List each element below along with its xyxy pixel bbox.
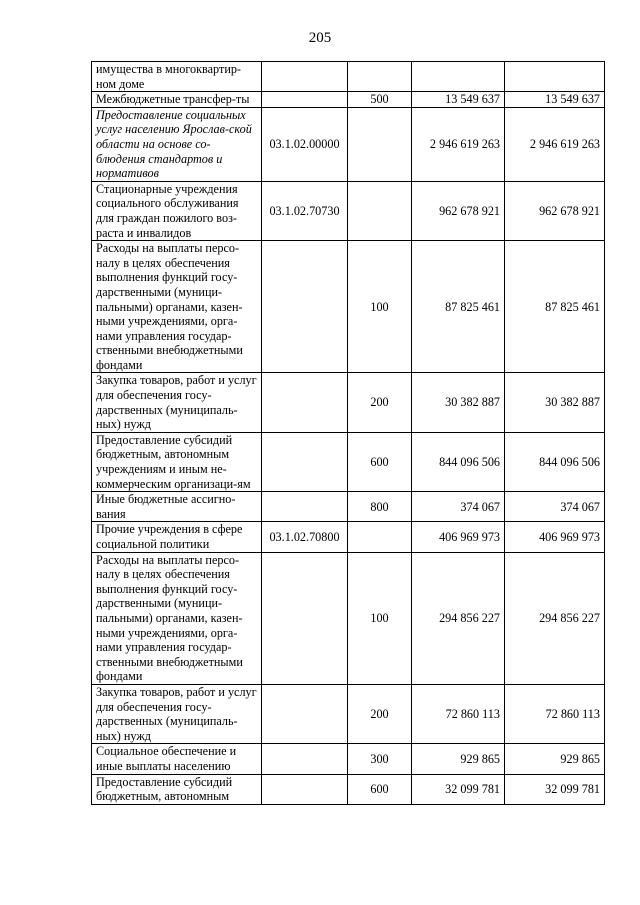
row-name-cell: имущества в многоквартир-ном доме [92, 62, 262, 92]
row-name-cell: Предоставление субсидий бюджетным, автономным учреждениям и иным не-коммерческим организаци-ям [92, 432, 262, 491]
row-code-cell [262, 552, 348, 684]
table-row [92, 492, 605, 522]
row-expense-type-cell: 200 [348, 373, 412, 432]
row-name-cell: Закупка товаров, работ и услуг для обеспечения госу-дарственных (муниципаль-ных) нужд [92, 373, 262, 432]
row-code-cell [262, 92, 348, 108]
row-amount-1-cell: 32 099 781 [412, 774, 505, 804]
row-expense-type-cell: 800 [348, 492, 412, 522]
row-amount-2-cell [505, 62, 605, 92]
row-code-cell: 03.1.02.00000 [262, 107, 348, 181]
row-name-cell: Стационарные учреждения социального обслуживания для граждан пожилого воз-раста и инвалидов [92, 181, 262, 240]
row-code-cell [262, 241, 348, 373]
table-row [92, 552, 605, 684]
row-expense-type-cell: 100 [348, 241, 412, 373]
row-code-cell: 03.1.02.70730 [262, 181, 348, 240]
row-expense-type-cell [348, 107, 412, 181]
table-row [92, 432, 605, 491]
row-expense-type-cell: 300 [348, 744, 412, 774]
row-expense-type-cell [348, 181, 412, 240]
row-amount-1-cell [412, 62, 505, 92]
table-row [92, 241, 605, 373]
row-expense-type-cell: 200 [348, 684, 412, 743]
row-name-cell: Межбюджетные трансфер-ты [92, 92, 262, 108]
row-amount-2-cell: 374 067 [505, 492, 605, 522]
row-code-cell: 03.1.02.70800 [262, 522, 348, 552]
row-code-cell [262, 373, 348, 432]
row-amount-1-cell: 2 946 619 263 [412, 107, 505, 181]
row-amount-1-cell: 294 856 227 [412, 552, 505, 684]
row-code-cell [262, 62, 348, 92]
table-row [92, 744, 605, 774]
page-number: 205 [308, 30, 332, 46]
row-amount-1-cell: 962 678 921 [412, 181, 505, 240]
row-name-cell: Предоставление социальных услуг населению Ярослав-ской области на основе со-блюдения стандартов и нормативов [92, 107, 262, 181]
row-expense-type-cell: 600 [348, 774, 412, 804]
row-amount-2-cell: 72 860 113 [505, 684, 605, 743]
row-name-cell: Социальное обеспечение и иные выплаты населению [92, 744, 262, 774]
row-expense-type-cell: 100 [348, 552, 412, 684]
row-code-cell [262, 774, 348, 804]
table-row [92, 181, 605, 240]
row-amount-2-cell: 294 856 227 [505, 552, 605, 684]
table-row [92, 774, 605, 804]
row-code-cell [262, 684, 348, 743]
row-amount-1-cell: 374 067 [412, 492, 505, 522]
budget-table-body [92, 62, 605, 805]
table-row [92, 522, 605, 552]
row-amount-2-cell: 30 382 887 [505, 373, 605, 432]
row-expense-type-cell: 600 [348, 432, 412, 491]
row-expense-type-cell: 500 [348, 92, 412, 108]
row-name-cell: Предоставление субсидий бюджетным, автономным [92, 774, 262, 804]
table-row [92, 684, 605, 743]
row-name-cell: Расходы на выплаты персо-налу в целях обеспечения выполнения функций госу-дарственными (муници-пальными) органами, казен-ными учреждениями, орга-нами управления государ-ственными внебюджетными фондами [92, 552, 262, 684]
row-amount-1-cell: 406 969 973 [412, 522, 505, 552]
row-amount-2-cell: 844 096 506 [505, 432, 605, 491]
row-amount-1-cell: 87 825 461 [412, 241, 505, 373]
row-expense-type-cell [348, 522, 412, 552]
row-expense-type-cell [348, 62, 412, 92]
row-name-cell: Иные бюджетные ассигно-вания [92, 492, 262, 522]
table-row [92, 62, 605, 92]
row-amount-1-cell: 72 860 113 [412, 684, 505, 743]
row-amount-2-cell: 32 099 781 [505, 774, 605, 804]
row-amount-1-cell: 844 096 506 [412, 432, 505, 491]
row-amount-1-cell: 13 549 637 [412, 92, 505, 108]
row-name-cell: Прочие учреждения в сфере социальной политики [92, 522, 262, 552]
row-code-cell [262, 744, 348, 774]
table-row [92, 373, 605, 432]
row-amount-2-cell: 962 678 921 [505, 181, 605, 240]
row-code-cell [262, 492, 348, 522]
budget-table [91, 61, 605, 805]
row-amount-2-cell: 929 865 [505, 744, 605, 774]
row-amount-2-cell: 2 946 619 263 [505, 107, 605, 181]
row-amount-2-cell: 87 825 461 [505, 241, 605, 373]
row-name-cell: Закупка товаров, работ и услуг для обеспечения госу-дарственных (муниципаль-ных) нужд [92, 684, 262, 743]
row-amount-1-cell: 929 865 [412, 744, 505, 774]
row-amount-1-cell: 30 382 887 [412, 373, 505, 432]
table-row [92, 107, 605, 181]
row-amount-2-cell: 406 969 973 [505, 522, 605, 552]
row-code-cell [262, 432, 348, 491]
row-amount-2-cell: 13 549 637 [505, 92, 605, 108]
row-name-cell: Расходы на выплаты персо-налу в целях обеспечения выполнения функций госу-дарственными (муници-пальными) органами, казен-ными учреждениями, орга-нами управления государ-ственными внебюджетными фондами [92, 241, 262, 373]
table-row [92, 92, 605, 108]
